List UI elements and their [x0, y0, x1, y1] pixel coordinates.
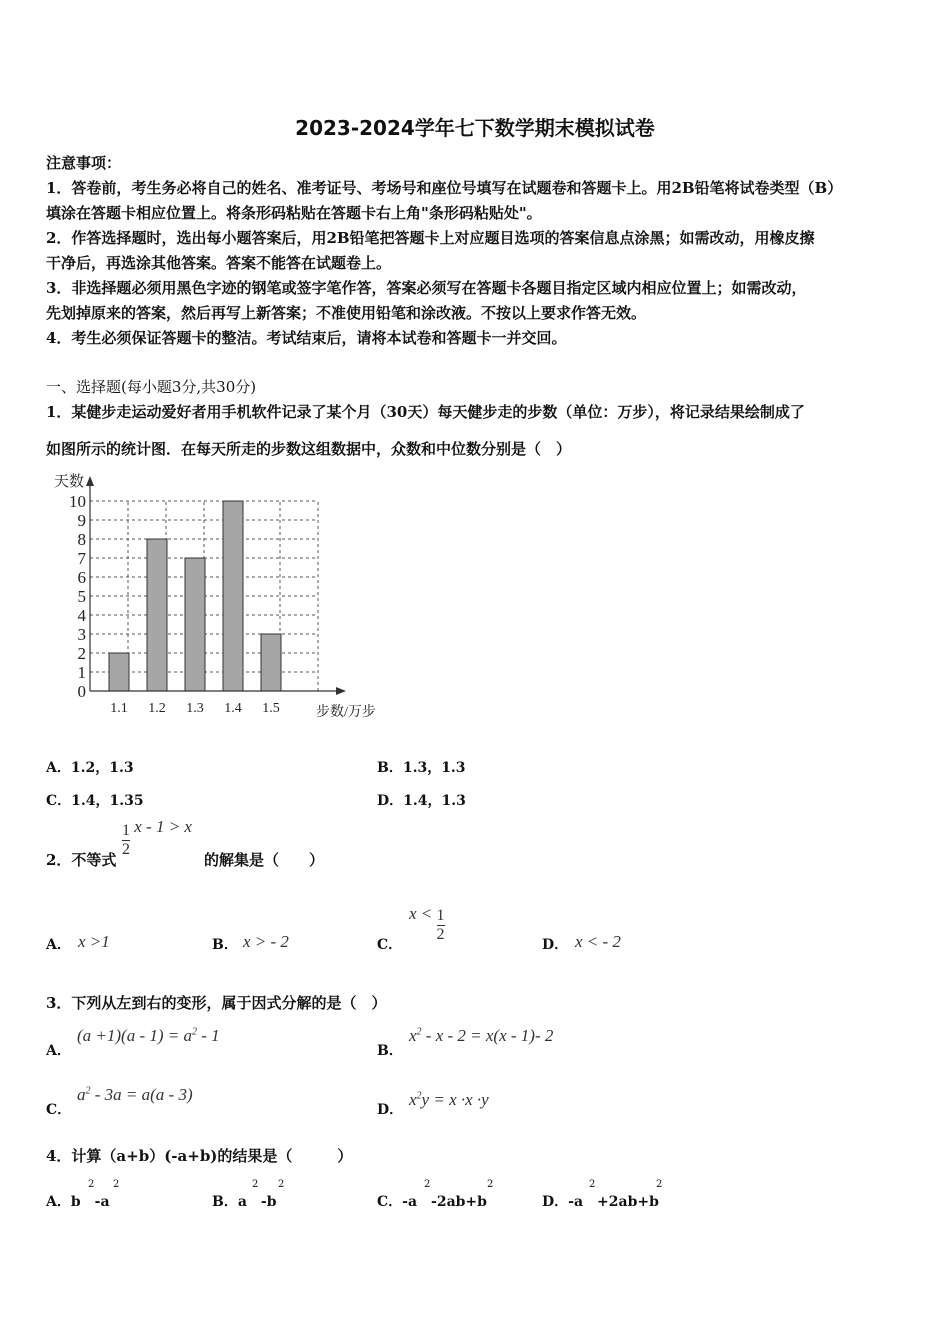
y-tick-label: 9 [77, 511, 86, 530]
q2-option-c[interactable]: $x < \frac{1}{2}$ [409, 904, 445, 943]
q1-option-c[interactable]: C．1.4，1.35 [46, 793, 144, 809]
q3-option-a[interactable]: $(a +1)(a - 1) = a^2 - 1$ [77, 1026, 220, 1045]
q2-option-d[interactable]: x < - 2 [575, 932, 621, 951]
q4-option-a[interactable]: A．b -a [46, 1194, 110, 1210]
notice-line: 4．考生必须保证答题卡的整洁。考试结束后，请将本试卷和答题卡一并交回。 [46, 329, 567, 347]
y-tick-label: 0 [77, 682, 86, 701]
y-tick-label: 7 [77, 549, 86, 568]
q1-option-a[interactable]: A．1.2，1.3 [46, 760, 134, 776]
exponent: 2 [589, 1179, 596, 1190]
q2-option-b[interactable]: x > - 2 [243, 932, 289, 951]
q1-option-b[interactable]: B．1.3，1.3 [377, 760, 466, 776]
x-tick-label: 1.4 [224, 701, 242, 716]
step-count-bar-chart [40, 466, 390, 726]
q3-option-c-label[interactable]: C． [46, 1102, 72, 1118]
y-tick-label: 4 [77, 606, 86, 625]
exponent: 2 [113, 1179, 120, 1190]
notice-line: 2．作答选择题时，选出每小题答案后，用2B铅笔把答题卡上对应题目选项的答案信息点涂黑；如需改动，用橡皮擦 [46, 229, 815, 247]
bar-1.4 [223, 501, 243, 691]
q4-option-b[interactable]: B．a -b [212, 1194, 277, 1210]
exponent: 2 [424, 1179, 431, 1190]
q3-option-d[interactable]: $x^2y = x \cdot x \cdot y$ [409, 1090, 489, 1109]
x-tick-label: 1.1 [110, 701, 128, 716]
q4-option-c[interactable]: C．-a -2ab+b [377, 1194, 487, 1210]
bar-1.3 [185, 558, 205, 691]
q2-option-a-label[interactable]: A． [46, 937, 71, 953]
bar-1.2 [147, 539, 167, 691]
bar-1.5 [261, 634, 281, 691]
exponent: 2 [278, 1179, 285, 1190]
question-3-stem: 3．下列从左到右的变形，属于因式分解的是（ ） [46, 994, 387, 1012]
notice-heading: 注意事项： [46, 154, 122, 172]
exponent: 2 [487, 1179, 494, 1190]
q2-option-c-label[interactable]: C． [377, 937, 403, 953]
question-1-stem: 1．某健步走运动爱好者用手机软件记录了某个月（30天）每天健步走的步数（单位：万步），将记录结果绘制成了 [46, 403, 805, 421]
notice-line: 干净后，再选涂其他答案。答案不能答在试题卷上。 [46, 254, 392, 272]
bar-1.1 [109, 653, 129, 691]
y-tick-label: 3 [77, 625, 86, 644]
q1-option-d[interactable]: D．1.4，1.3 [377, 793, 466, 809]
section-heading: 一、选择题(每小题3分,共30分) [46, 378, 257, 396]
y-tick-label: 2 [77, 644, 86, 663]
y-axis-arrow [86, 476, 94, 486]
x-axis-arrow [336, 687, 346, 695]
question-2-prefix: 2．不等式 [46, 851, 117, 869]
notice-line: 3．非选择题必须用黑色字迹的钢笔或签字笔作答，答案必须写在答题卡各题目指定区域内相应位置上；如需改动， [46, 279, 807, 297]
q3-option-c[interactable]: $a^2 - 3a = a(a - 3)$ [77, 1085, 193, 1104]
x-tick-label: 1.3 [186, 701, 204, 716]
q3-option-d-label[interactable]: D． [377, 1102, 404, 1118]
q4-option-d[interactable]: D．-a +2ab+b [542, 1194, 659, 1210]
y-tick-label: 6 [77, 568, 86, 587]
notice-line: 先划掉原来的答案，然后再写上新答案；不准使用铅笔和涂改液。不按以上要求作答无效。 [46, 304, 647, 322]
q3-option-a-label[interactable]: A． [46, 1043, 71, 1059]
inequality-expression: $\frac{1}{2}$ x - 1 > x [122, 817, 192, 858]
x-tick-label: 1.5 [262, 701, 280, 716]
question-4-stem: 4．计算（a+b）(-a+b)的结果是（ ） [46, 1147, 353, 1165]
y-tick-label: 10 [69, 492, 86, 511]
y-tick-label: 8 [77, 530, 86, 549]
exponent: 2 [252, 1179, 259, 1190]
y-tick-label: 1 [77, 663, 86, 682]
y-tick-label: 5 [77, 587, 86, 606]
y-axis-label: 天数 [54, 474, 85, 490]
question-2-suffix: 的解集是（ ） [204, 851, 325, 869]
question-1-stem: 如图所示的统计图．在每天所走的步数这组数据中，众数和中位数分别是（ ） [46, 440, 572, 458]
notice-line: 1．答卷前，考生务必将自己的姓名、准考证号、考场号和座位号填写在试题卷和答题卡上。用2B铅笔将试卷类型（B） [46, 179, 843, 197]
exponent: 2 [88, 1179, 95, 1190]
exponent: 2 [656, 1179, 663, 1190]
q3-option-b-label[interactable]: B． [377, 1043, 403, 1059]
q2-option-a[interactable]: x >1 [78, 932, 110, 951]
page-title: 2023-2024学年七下数学期末模拟试卷 [295, 116, 655, 140]
notice-line: 填涂在答题卡相应位置上。将条形码粘贴在答题卡右上角"条形码粘贴处"。 [46, 204, 542, 222]
x-tick-label: 1.2 [148, 701, 166, 716]
q2-option-b-label[interactable]: B． [212, 937, 238, 953]
q2-option-d-label[interactable]: D． [542, 937, 569, 953]
q3-option-b[interactable]: $x^2 - x - 2 = x(x - 1)-$ 2 [409, 1026, 554, 1045]
x-axis-label: 步数/万步 [316, 705, 376, 720]
